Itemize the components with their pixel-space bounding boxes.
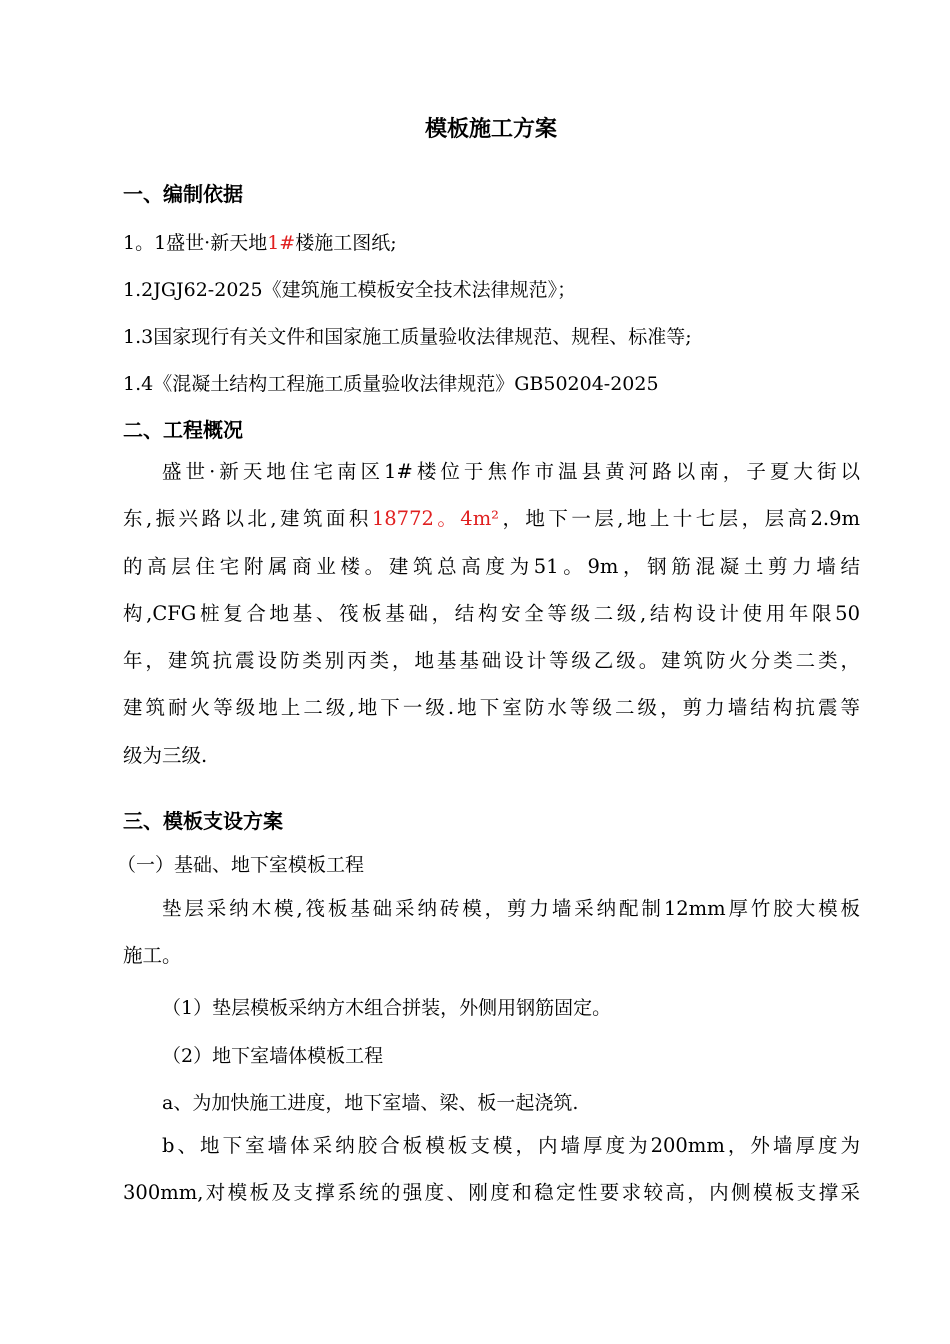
overview-line-2 — [123, 495, 860, 542]
foundation-line-1: 垫层采纳木模,筏板基础采纳砖模，剪力墙采纳配制12mm厚竹胶大模板 — [162, 897, 860, 920]
overview-line-1: 盛世·新天地住宅南区1#楼位于焦作市温县黄河路以南，子夏大街以 — [162, 460, 860, 483]
basis-item-1 — [123, 228, 397, 255]
document-title: 模板施工方案 — [424, 117, 557, 142]
overview-line-2-text-end: ，地下一层,地上十七层，层高2.9m — [499, 507, 860, 531]
formwork-item-2: （2）地下室墙体模板工程 — [162, 1045, 384, 1067]
section-heading-basis: 一、编制依据 — [123, 182, 243, 206]
formwork-item-b-line-2: 300mm,对模板及支撑系统的强度、刚度和稳定性要求较高，内侧模板支撑采 — [123, 1181, 860, 1205]
foundation-paragraph — [123, 885, 860, 980]
basis-item-2: 1.2JGJ62-2025《建筑施工模板安全技术法律规范》； — [123, 279, 577, 301]
formwork-item-1: （1）垫层模板采纳方木组合拼装，外侧用钢筋固定。 — [162, 997, 612, 1019]
overview-line-7: 级为三级. — [123, 743, 208, 767]
basis-item-1-text: 1。1盛世·新天地 — [123, 232, 268, 254]
overview-line-3: 的高层住宅附属商业楼。建筑总高度为51。9m，钢筋混凝土剪力墙结 — [123, 554, 860, 578]
basis-item-4: 1.4《混凝土结构工程施工质量验收法律规范》GB50204-2025 — [123, 373, 659, 395]
basis-item-1-text-end: 楼施工图纸; — [295, 232, 397, 254]
formwork-item-a: a、为加快施工进度，地下室墙、梁、板一起浇筑. — [162, 1092, 579, 1114]
formwork-item-b — [123, 1122, 860, 1217]
overview-area-highlight: 18772。4m² — [371, 507, 499, 531]
overview-line-2-text: 东,振兴路以北,建筑面积 — [123, 507, 372, 531]
basis-item-3: 1.3国家现行有关文件和国家施工质量验收法律规范、规程、标准等; — [123, 326, 692, 348]
basis-item-1-highlight: 1# — [267, 232, 296, 254]
section-heading-formwork: 三、模板支设方案 — [123, 809, 283, 833]
foundation-line-2: 施工。 — [123, 944, 182, 968]
subsection-foundation: （一）基础、地下室模板工程 — [117, 854, 365, 876]
section-heading-overview: 二、工程概况 — [123, 418, 243, 442]
formwork-item-b-line-1: b、地下室墙体采纳胶合板模板支模，内墙厚度为200mm，外墙厚度为 — [162, 1134, 860, 1157]
overview-paragraph — [123, 448, 860, 779]
overview-line-4: 构,CFG桩复合地基、筏板基础，结构安全等级二级,结构设计使用年限50 — [123, 601, 860, 625]
overview-line-6: 建筑耐火等级地上二级,地下一级.地下室防水等级二级，剪力墙结构抗震等 — [123, 696, 860, 720]
overview-line-5: 年，建筑抗震设防类别丙类，地基基础设计等级乙级。建筑防火分类二类， — [123, 649, 860, 673]
